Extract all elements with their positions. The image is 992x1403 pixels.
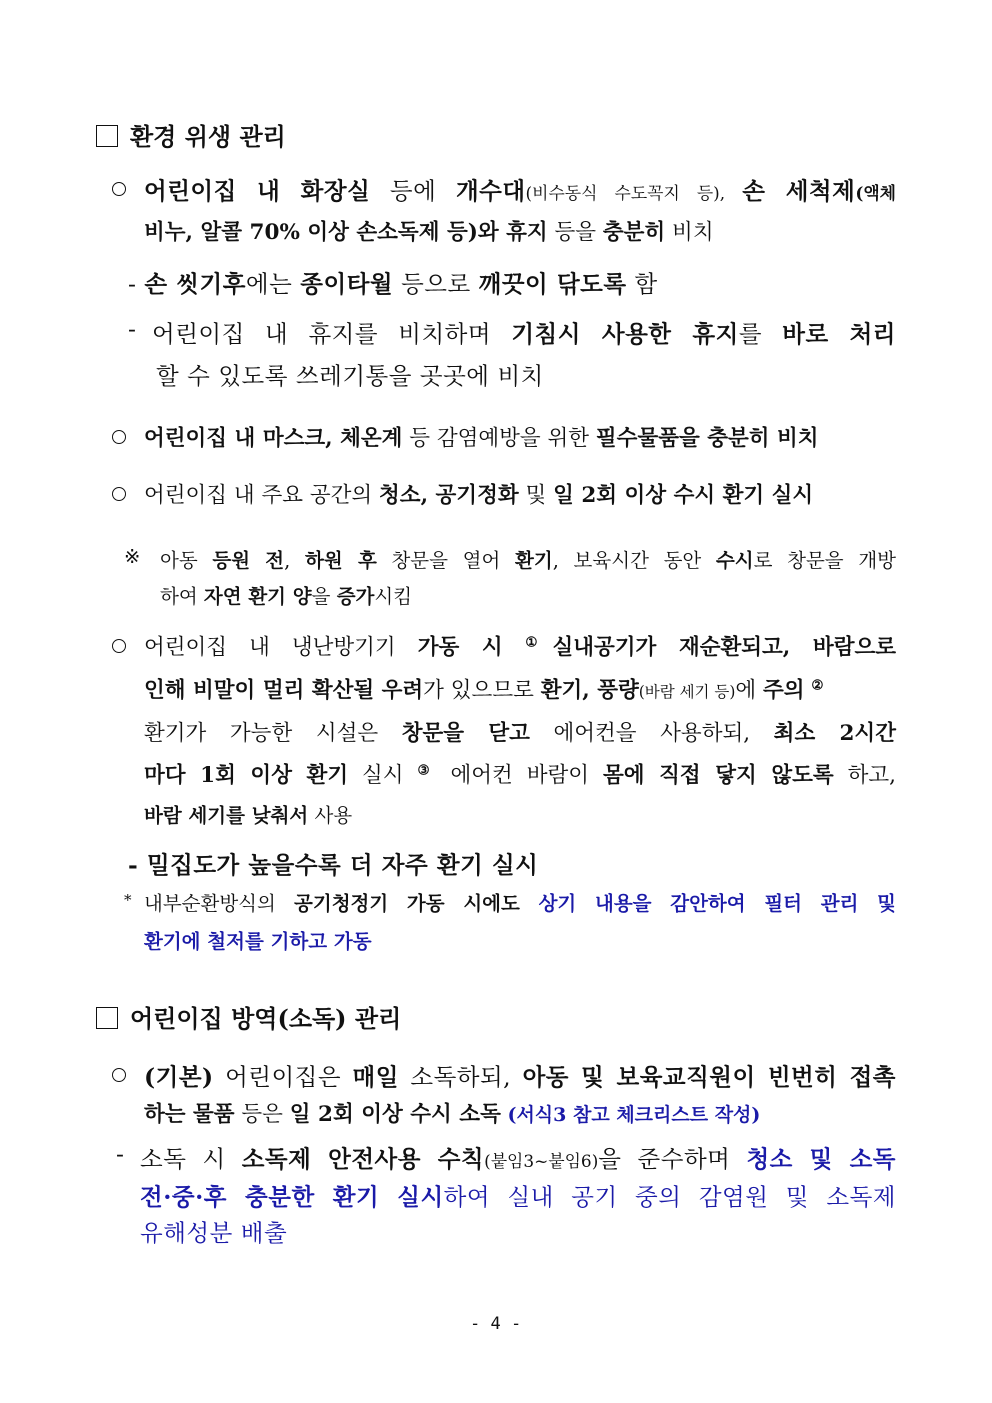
text-span: 자연 환기 양 — [203, 585, 312, 608]
circled-number: ① — [525, 634, 553, 651]
text-span: 어린이집 내 주요 공간의 — [144, 483, 380, 508]
text-span: 소독제 안전사용 수칙 — [241, 1145, 485, 1173]
section-heading-disinfection — [96, 999, 401, 1034]
paragraph-line — [144, 758, 896, 789]
page-number: - 4 - — [470, 1314, 522, 1334]
text-span: 하는 물품 — [144, 1102, 235, 1127]
text-span: 창문을 열어 — [376, 549, 515, 572]
text-span: 최소 2시간 — [773, 721, 896, 746]
text-span: 을 준수하며 — [598, 1145, 747, 1173]
paragraph-line: 할 수 있도록 쓰레기통을 곳곳에 비치 — [156, 362, 544, 390]
text-span: 을 — [311, 585, 337, 608]
paragraph-line — [144, 478, 813, 509]
text-span: 아동 — [160, 549, 213, 572]
text-span: 실시 — [348, 763, 418, 788]
text-span: (붙임3~붙임6) — [484, 1151, 599, 1171]
paragraph-line — [128, 846, 538, 880]
text-span: 어린이집 내 마스크, 체온계 — [144, 426, 403, 451]
text-span: 환기, 풍량 — [540, 678, 639, 703]
paragraph-line — [128, 265, 658, 299]
text-span: 깨끗이 닦도록 — [478, 270, 627, 298]
text-span: 및 — [518, 483, 554, 508]
bullet-circle-icon — [112, 487, 126, 501]
checkbox-square-icon — [96, 1007, 118, 1029]
text-span: - — [128, 315, 137, 343]
text-span: 소독 시 — [140, 1145, 242, 1173]
text-span: 에는 — [245, 270, 301, 298]
checkbox-square-icon — [96, 125, 118, 147]
text-span: 손 씻기후 — [144, 270, 246, 298]
text-span: 사용 — [308, 804, 353, 827]
paragraph-line — [144, 172, 896, 206]
circled-number: ② — [811, 677, 824, 694]
text-span: 어린이집은 — [213, 1063, 353, 1091]
text-span: 를 — [738, 320, 783, 348]
dash-marker: - — [116, 1140, 125, 1168]
section-title: 환경 위생 관리 — [130, 122, 286, 151]
text-span: 하여 실내 공기 중의 감염원 및 소독제 — [443, 1183, 896, 1211]
paragraph-line — [160, 581, 412, 609]
text-span: 등 감염예방을 위한 — [402, 426, 596, 451]
text-span: 등에 — [370, 177, 456, 205]
text-span: 밀집도가 높을수록 더 자주 환기 실시 — [146, 851, 539, 879]
text-span: 환기 — [515, 549, 553, 572]
paragraph-line — [144, 716, 896, 747]
text-span: 하고, — [833, 763, 896, 788]
bullet-circle-icon — [112, 430, 126, 444]
dash-marker — [128, 315, 136, 343]
paragraph-line — [152, 315, 896, 349]
text-span: (액체 — [855, 183, 896, 203]
text-span: (서식3 참고 체크리스트 작성) — [500, 1104, 761, 1126]
text-span: (바람 세기 등) — [638, 683, 736, 701]
text-span: 등원 전 — [212, 549, 285, 572]
text-span: 기침시 사용한 휴지 — [511, 320, 739, 348]
text-span: 일 2회 이상 수시 환기 실시 — [553, 483, 814, 508]
text-span: 소독하되, — [398, 1063, 523, 1091]
paragraph-line — [144, 800, 352, 828]
text-span: 등은 — [234, 1102, 290, 1127]
bullet-circle-icon — [112, 182, 126, 196]
note-marker: ※ — [124, 545, 141, 568]
text-span: 등으로 — [393, 270, 479, 298]
bullet-circle-icon — [112, 1068, 126, 1082]
paragraph-line — [140, 1140, 896, 1174]
circled-number: ③ — [417, 762, 437, 779]
dash-marker: - — [128, 270, 145, 298]
paragraph-line: 유해성분 배출 — [140, 1219, 288, 1247]
paragraph-line — [144, 888, 896, 916]
text-span: 등을 — [547, 220, 603, 245]
text-span: 전·중·후 충분한 환기 실시 — [140, 1183, 444, 1211]
paragraph-line — [144, 630, 896, 661]
text-span: 매일 — [352, 1063, 399, 1091]
paragraph-line — [140, 1178, 896, 1212]
text-span: 시킴 — [374, 585, 413, 608]
text-span: 수시 — [715, 549, 754, 572]
paragraph-line — [144, 1058, 896, 1092]
text-span: 실내공기가 재순환되고, 바람으로 — [552, 635, 897, 660]
text-span: 일 2회 이상 수시 소독 — [289, 1102, 501, 1127]
text-span: 종이타월 — [300, 270, 394, 298]
text-span: 가 있으므로 — [423, 678, 541, 703]
text-span: 개수대 — [455, 177, 526, 205]
text-span: 어린이집 내 냉난방기기 — [144, 635, 418, 660]
asterisk-marker: * — [124, 891, 132, 909]
text-span: 비누, 알콜 70% 이상 손소독제 등)와 휴지 — [144, 220, 548, 245]
text-span: 청소, 공기정화 — [379, 483, 519, 508]
text-span: 함 — [626, 270, 658, 298]
text-span: 공기청정기 가동 시에도 — [294, 892, 520, 915]
paragraph-line — [144, 673, 896, 704]
text-span: 비치 — [665, 220, 714, 245]
bullet-circle-icon — [112, 639, 126, 653]
text-span: 에어컨 바람이 — [436, 763, 603, 788]
text-span: 주의 — [762, 678, 805, 703]
section-title: 어린이집 방역(소독) 관리 — [130, 1004, 402, 1033]
text-span: 에 — [735, 678, 763, 703]
text-span: 필수물품을 충분히 비치 — [595, 426, 819, 451]
text-span: , — [284, 549, 306, 572]
text-span: 어린이집 내 화장실 — [144, 177, 371, 205]
text-span: 충분히 — [602, 220, 666, 245]
text-span: 손 세척제 — [742, 177, 856, 205]
text-span: 마다 1회 이상 환기 — [144, 763, 349, 788]
text-span: 환기가 가능한 시설은 — [144, 721, 402, 746]
text-span: 어린이집 내 휴지를 비치하며 — [152, 320, 512, 348]
dash-marker: - — [128, 851, 147, 879]
paragraph-line — [144, 421, 819, 452]
text-span: 바람 세기를 낮춰서 — [144, 804, 309, 827]
text-span: 에어컨을 사용하되, — [529, 721, 774, 746]
paragraph-line — [144, 1097, 760, 1128]
text-span: 인해 비말이 멀리 확산될 우려 — [144, 678, 424, 703]
text-span: 창문을 닫고 — [401, 721, 530, 746]
text-span: 상기 내용을 감안하여 필터 관리 및 — [519, 892, 896, 915]
text-span: 바로 처리 — [782, 320, 896, 348]
text-span: 청소 및 소독 — [746, 1145, 896, 1173]
paragraph-line — [144, 215, 714, 246]
paragraph-line — [160, 545, 896, 573]
text-span: (비수동식 수도꼭지 등), — [525, 183, 743, 203]
text-span: 하원 후 — [305, 549, 377, 572]
text-span: 몸에 직접 닿지 않도록 — [603, 763, 834, 788]
text-span: , 보육시간 동안 — [552, 549, 716, 572]
text-span: (기본) — [144, 1063, 214, 1091]
section-heading-environment — [96, 117, 286, 152]
text-span: 아동 및 보육교직원이 빈번히 접촉 — [522, 1063, 897, 1091]
text-span: 가동 시 — [417, 635, 526, 660]
text-span: 로 창문을 개방 — [753, 549, 896, 572]
text-span: 하여 — [160, 585, 204, 608]
text-span: 내부순환방식의 — [144, 892, 295, 915]
text-span: 증가 — [336, 585, 375, 608]
paragraph-line: 환기에 철저를 기하고 가동 — [144, 930, 372, 953]
